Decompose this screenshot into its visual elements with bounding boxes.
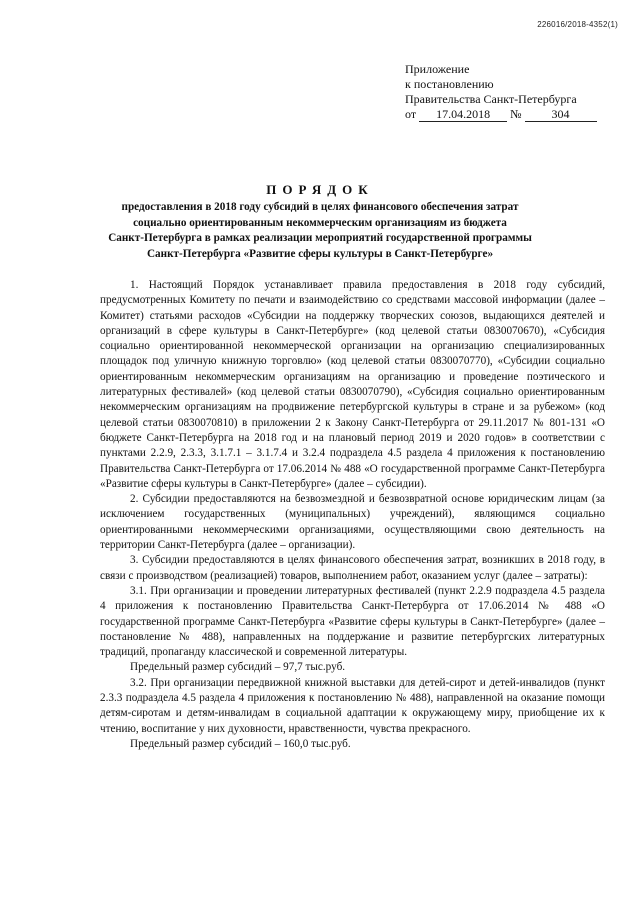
document-body [100,278,605,752]
appendix-date-line [405,107,625,122]
resolution-date: 17.04.2018 [419,108,507,122]
document-subtitle [95,200,545,262]
number-label: № [510,107,522,121]
resolution-number: 304 [525,108,597,122]
subtitle-line: социально ориентированным некоммерческим организациям из бюджета [133,216,507,229]
paragraph-2: 2. Субсидии предоставляются на безвозмездной и безвозвратной основе юридическим лицам (за исключением государственных (муниципальных) учреждений), являющимся социально ориентированными некоммерческими организациями, осуществляющими свою деятельность на территории Санкт-Петербурга (далее – организации). [100,493,605,552]
appendix-line-1: Приложение [405,62,470,76]
subsidy-limit-3-2: Предельный размер субсидий – 160,0 тыс.руб. [130,737,351,750]
subtitle-line: Санкт-Петербурга «Развитие сферы культуры в Санкт-Петербурге» [146,247,494,260]
appendix-line-3: Правительства Санкт-Петербурга [405,92,577,106]
document-id: 226016/2018-4352(1) [537,20,618,29]
paragraph-1: 1. Настоящий Порядок устанавливает правила предоставления в 2018 году субсидий, предусмотренных Комитету по печати и взаимодействию со средствами массовой информации (далее – Комитет) статьями расходов «Субсидии на поддержку творческих союзов, выдающихся деятелей и организаций в сфере культуры в Санкт-Петербурге» (код целевой статьи 0830070670), «Субсидия социально ориентированной некоммерческой организации на организацию специализированных площадок под уличную книжную торговлю» (код целевой статьи 0830070770), «Субсидии социально ориентированным некоммерческим организациям на организацию и проведение поэтического и литературных фестивалей» (код целевой статьи 0830070790), «Субсидия социально ориентированным некоммерческим организациям на продвижение петербургской культуры в стране и за рубежом» (код целевой статьи 0830070810) в приложении 2 к Закону Санкт-Петербурга от 29.11.2017 № 801-131 «О бюджете Санкт-Петербурга на 2018 год и на плановый период 2019 и 2020 годов» в соответствии с пунктами 2.2.9, 2.3.3, 3.1.7.1 – 3.1.7.4 и 3.2.4 подраздела 4.5 раздела 4 приложения к постановлению Правительства Санкт-Петербурга от 17.06.2014 № 488 «О государственной программе Санкт-Петербурга «Развитие сферы культуры в Санкт-Петербурге» (далее – субсидии). [100,279,605,490]
from-label: от [405,107,417,121]
subtitle-line: Санкт-Петербурга в рамках реализации мероприятий государственной программы [108,232,532,244]
appendix-line-2: к постановлению [405,77,494,91]
paragraph-3-2: 3.2. При организации передвижной книжной выставки для детей-сирот и детей-инвалидов (пункт 2.3.3 подраздела 4.5 раздела 4 приложения к постановлению № 488), направленной на оказание помощи детям-сиротам и детям-инвалидам в социальной адаптации к окружающему миру, приобщение их к чтению, воспитание у них духовности, нравственности, чувства прекрасного. [100,676,605,735]
paragraph-3-1: 3.1. При организации и проведении литературных фестивалей (пункт 2.2.9 подраздела 4.5 раздела 4 приложения к постановлению Правительства Санкт-Петербурга от 17.06.2014 № 488 «О государственной программе Санкт-Петербурга «Развитие сферы культуры в Санкт-Петербурге» (далее – постановление № 488), направленных на поддержание и развитие петербургских литературных традиций, пропаганду классической и современной литературы. [100,584,605,659]
paragraph-3: 3. Субсидии предоставляются в целях финансового обеспечения затрат, возникших в 2018 году, в связи с производством (реализацией) товаров, выполнением работ, оказанием услуг (далее – затраты): [100,554,605,582]
subsidy-limit-3-1: Предельный размер субсидий – 97,7 тыс.руб. [130,661,346,674]
appendix-block [405,62,625,122]
document-title: ПОРЯДОК [266,182,374,197]
subtitle-line: предоставления в 2018 году субсидий в целях финансового обеспечения затрат [121,201,519,213]
